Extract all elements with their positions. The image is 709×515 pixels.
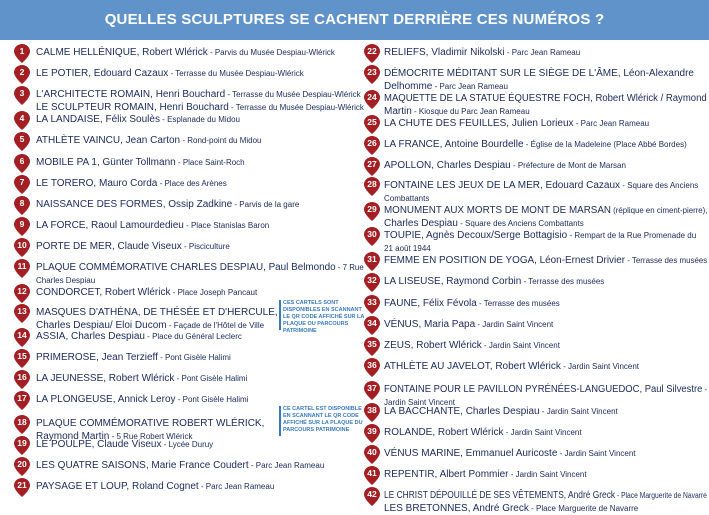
marker-number: 38 <box>367 405 377 415</box>
marker-number: 28 <box>367 179 377 189</box>
map-marker-icon <box>364 44 380 63</box>
marker-number: 27 <box>367 159 377 169</box>
item-line <box>36 349 364 362</box>
location-text: Combattants <box>384 194 430 203</box>
marker-number: 24 <box>367 92 377 102</box>
title-text: PORTE DE MER, Claude Viseux <box>36 241 182 252</box>
map-marker-icon <box>14 436 30 455</box>
map-marker-icon <box>364 316 380 335</box>
item-line <box>384 487 707 501</box>
location-text: Charles Despiau <box>36 276 96 285</box>
item-line <box>384 136 707 149</box>
location-text: - Parc Jean Rameau <box>248 461 325 470</box>
location-text: - Parc Jean Rameau <box>573 119 650 128</box>
marker-number: 4 <box>19 113 25 123</box>
title-text: VÉNUS MARINE, Emmanuel Auricoste <box>384 448 558 459</box>
location-text: - Parc Jean Rameau <box>198 482 275 491</box>
title-text: CALME HELLÉNIQUE, Robert Wlérick <box>36 47 208 58</box>
item-text <box>384 90 707 116</box>
location-text: - Rond-point du Midou <box>180 136 262 145</box>
location-text: - Jardin Saint Vincent <box>560 362 640 371</box>
map-marker-icon <box>364 273 380 292</box>
item-line <box>384 424 707 437</box>
marker-number: 42 <box>367 489 377 499</box>
item-line <box>36 478 364 491</box>
note-divider <box>279 406 281 436</box>
marker-number: 25 <box>367 117 377 127</box>
title-text: L'ARCHITECTE ROMAIN, Henri Bouchard <box>36 89 226 100</box>
title-text: LE CHRIST DÉPOUILLÉ DE SES VÊTEMENTS, André Greck <box>384 490 616 501</box>
location-text: - Terrasse des musées <box>521 277 605 286</box>
location-text: - Place des Arènes <box>157 179 227 188</box>
title-text: ROLANDE, Robert Wlérick <box>384 427 504 438</box>
map-marker-icon <box>364 358 380 377</box>
location-text: - Lycée Duruy <box>161 440 214 449</box>
title-banner <box>0 0 709 40</box>
title-text: LA FORCE, Raoul Lamourdedieu <box>36 220 184 231</box>
location-text: - Place Marguerite de Navarre <box>528 504 639 513</box>
title-text: MASQUES D'ATHÉNA, DE THÉSÉE ET D'HERCULE, <box>36 307 278 318</box>
marker-number: 17 <box>17 393 27 403</box>
title-text: CONDORCET, Robert Wlérick <box>36 287 171 298</box>
item-line <box>36 391 364 404</box>
item-text <box>384 487 707 513</box>
title-text: ATHLÈTE VAINCU, Jean Carton <box>36 135 181 146</box>
location-text: - Terrasse du Musée Despiau-Wlérick <box>228 103 364 112</box>
map-marker-icon <box>14 132 30 151</box>
map-marker-icon <box>14 259 30 278</box>
marker-number: 7 <box>19 177 25 187</box>
item-line <box>36 111 364 124</box>
title-text: Charles Despiau <box>384 218 458 229</box>
map-marker-icon <box>364 227 380 246</box>
item-line <box>36 132 364 145</box>
map-marker-icon <box>364 115 380 134</box>
location-text: - Terrasse des musées <box>476 299 560 308</box>
item-text <box>384 157 707 170</box>
marker-number: 26 <box>367 138 377 148</box>
location-text: - 7 Rue <box>335 263 364 272</box>
title-text: Charles Despiau/ Eloi Ducom <box>36 320 167 331</box>
title-text: ZEUS, Robert Wlérick <box>384 340 482 351</box>
location-text: - Parvis du Musée Despiau-Wlérick <box>207 48 335 57</box>
title-text: LA PLONGEUSE, Annick Leroy <box>36 394 176 405</box>
item-text <box>36 217 364 230</box>
marker-number: 19 <box>17 438 27 448</box>
item-text <box>36 175 364 188</box>
title-text: Delhomme <box>384 81 433 92</box>
map-marker-icon <box>364 487 380 506</box>
title-text: APOLLON, Charles Despiau <box>384 160 511 171</box>
item-text <box>36 132 364 145</box>
item-line <box>36 238 364 251</box>
map-marker-icon <box>364 177 380 196</box>
item-line <box>384 177 707 190</box>
marker-number: 18 <box>17 417 27 427</box>
map-marker-icon <box>364 403 380 422</box>
location-text: - Jardin Saint Vincent <box>481 341 560 350</box>
title-text: DÉMOCRITE MÉDITANT SUR LE SIÈGE DE L'ÂME, Léon-Alexandre <box>384 68 694 79</box>
location-text: - Préfecture de Mont de Marsan <box>510 161 626 170</box>
marker-number: 37 <box>367 383 377 393</box>
location-text: - Pont Gisèle Halimi <box>157 353 231 362</box>
item-line <box>384 358 707 371</box>
title-text: VÉNUS, Maria Papa <box>384 319 476 330</box>
item-text <box>36 370 364 383</box>
item-line <box>36 65 364 78</box>
item-line <box>384 316 707 329</box>
marker-number: 5 <box>19 134 25 144</box>
map-marker-icon <box>14 111 30 130</box>
item-line <box>36 259 364 273</box>
marker-number: 33 <box>367 297 377 307</box>
title-text: LES BRETONNES, André Greck <box>384 503 529 514</box>
item-text <box>384 136 707 149</box>
item-line <box>384 252 708 266</box>
item-line <box>36 175 364 188</box>
marker-number: 29 <box>367 204 377 214</box>
title-text: LA FRANCE, Antoine Bourdelle <box>384 139 524 150</box>
map-marker-icon <box>14 328 30 347</box>
title-text: FONTAINE POUR LE PAVILLON PYRÉNÉES-LANGUEDOC, Paul Silvestre <box>384 384 703 395</box>
marker-number: 1 <box>19 46 25 56</box>
map-marker-icon <box>14 349 30 368</box>
marker-number: 6 <box>19 156 25 166</box>
title-text: FONTAINE LES JEUX DE LA MER, Edouard Cazaux <box>384 180 621 191</box>
item-line <box>384 403 707 416</box>
location-text: - Place du Général Leclerc <box>144 332 242 341</box>
title-text: MONUMENT AUX MORTS DE MONT DE MARSAN <box>384 205 611 216</box>
location-text: - <box>702 385 708 394</box>
title-text: REPENTIR, Albert Pommier <box>384 469 509 480</box>
marker-number: 32 <box>367 275 377 285</box>
item-text <box>36 349 364 362</box>
item-text <box>384 252 707 265</box>
map-marker-icon <box>364 381 380 400</box>
title-text: LE SCULPTEUR ROMAIN, Henri Bouchard <box>36 102 229 113</box>
item-line <box>384 381 708 395</box>
item-text <box>36 259 364 285</box>
location-text: - Place Saint-Roch <box>175 158 245 167</box>
marker-number: 40 <box>367 447 377 457</box>
item-line <box>384 273 707 286</box>
title-text: NAISSANCE DES FORMES, Ossip Zadkine <box>36 199 233 210</box>
title-text: LES QUATRE SAISONS, Marie France Coudert <box>36 460 249 471</box>
map-marker-icon <box>364 90 380 109</box>
item-text <box>384 403 707 416</box>
title-text: MAQUETTE DE LA STATUE ÉQUESTRE FOCH, Robert Wlérick / Raymond <box>384 93 707 104</box>
item-line <box>36 217 364 230</box>
item-text <box>384 177 707 203</box>
item-line <box>36 284 364 297</box>
map-marker-icon <box>14 196 30 215</box>
marker-number: 14 <box>17 330 27 340</box>
qr-note-1: CES CARTELS SONT DISPONIBLES EN SCANNANT LE QR CODE AFFICHÉ SUR LA PLAQUE OU PARCOURS PATRIMOINE <box>283 300 365 334</box>
map-marker-icon <box>364 445 380 464</box>
title-text: LE POTIER, Edouard Cazaux <box>36 68 169 79</box>
location-text: (réplique en ciment-pierre), <box>610 206 708 215</box>
title-text: LA JEUNESSE, Robert Wlérick <box>36 373 175 384</box>
location-text: - Jardin Saint Vincent <box>539 407 618 416</box>
item-line <box>384 202 708 216</box>
item-line <box>36 370 364 383</box>
item-line <box>36 44 364 57</box>
title-text: LA LANDAISE, Félix Soulès <box>36 114 160 125</box>
title-text: PLAQUE COMMÉMORATIVE ROBERT WLÉRICK, <box>36 418 265 429</box>
marker-number: 15 <box>17 351 27 361</box>
location-text: - Terrasse du Musée Despiau-Wlérick <box>168 69 304 78</box>
qr-note-2: CE CARTEL EST DISPONIBLE EN SCANNANT LE QR CODE AFFICHÉ SUR LA PLAQUE DU PARCOURS PATRIMOINE <box>283 406 363 433</box>
map-marker-icon <box>14 238 30 257</box>
map-marker-icon <box>364 252 380 271</box>
title-text: FAUNE, Félix Févola <box>384 298 477 309</box>
title-text: PLAQUE COMMÉMORATIVE CHARLES DESPIAU, Paul Belmondo <box>36 262 336 273</box>
item-text <box>36 391 364 404</box>
marker-number: 9 <box>19 219 25 229</box>
item-line <box>384 115 707 128</box>
marker-number: 41 <box>367 468 377 478</box>
location-text: - Parvis de la gare <box>232 200 300 209</box>
item-line <box>384 295 707 308</box>
location-text: - Square des Anciens <box>620 181 699 190</box>
item-text <box>36 478 364 491</box>
item-text <box>384 316 707 329</box>
location-text: 21 août 1944 <box>384 244 431 253</box>
location-text: - Église de la Madeleine (Place Abbé Bordes) <box>523 140 687 149</box>
item-text <box>36 86 364 112</box>
marker-number: 36 <box>367 360 377 370</box>
title-text: LE TORERO, Mauro Corda <box>36 178 158 189</box>
item-line <box>384 90 707 104</box>
title-text: LA LISEUSE, Raymond Corbin <box>384 276 522 287</box>
map-marker-icon <box>14 370 30 389</box>
item-text <box>36 284 364 297</box>
title-text: TOUPIE, Agnès Decoux/Serge Bottagisio <box>384 230 568 241</box>
title-text: MOBILE PA 1, Günter Tollmann <box>36 157 176 168</box>
item-text <box>384 65 707 91</box>
location-text: - Terrasse du Musée Despiau-Wlérick <box>225 90 361 99</box>
note-divider <box>279 300 281 330</box>
title-text: FEMME EN POSITION DE YOGA, Léon-Ernest Drivier <box>384 255 626 266</box>
map-marker-icon <box>364 466 380 485</box>
location-text: - Pont Gisèle Halimi <box>174 374 248 383</box>
title-text: PRIMEROSE, Jean Terzieff <box>36 352 158 363</box>
item-text <box>36 154 364 167</box>
marker-number: 2 <box>19 67 25 77</box>
item-text <box>36 196 364 209</box>
title-text: LE POULPE, Claude Viseux <box>36 439 162 450</box>
location-text: - Jardin Saint Vincent <box>475 320 554 329</box>
marker-number: 11 <box>17 261 27 271</box>
map-marker-icon <box>14 415 30 434</box>
item-text <box>36 44 364 57</box>
page-title: QUELLES SCULPTURES SE CACHENT DERRIÈRE CES NUMÉROS ? <box>104 11 605 28</box>
map-marker-icon <box>14 154 30 173</box>
item-text <box>384 445 707 458</box>
marker-number: 39 <box>367 426 377 436</box>
title-text: Martin <box>384 106 412 117</box>
title-text: ASSIA, Charles Despiau <box>36 331 145 342</box>
location-text: - Jardin Saint Vincent <box>503 428 582 437</box>
title-text: LA BACCHANTE, Charles Despiau <box>384 406 540 417</box>
marker-number: 20 <box>17 459 27 469</box>
item-line <box>384 445 707 458</box>
location-text: - Terrasse des musées <box>625 256 708 265</box>
location-text: - Kiosque du Parc Jean Rameau <box>411 107 530 116</box>
item-line <box>384 65 707 78</box>
location-text: - Place Joseph Pancaut <box>170 288 258 297</box>
marker-number: 31 <box>367 254 377 264</box>
location-text: - Pisciculture <box>181 242 230 251</box>
location-text: - Place Marguerite de Navarre <box>615 491 707 500</box>
item-text <box>36 65 364 78</box>
map-marker-icon <box>14 44 30 63</box>
title-text: RELIEFS, Vladimir Nikolski <box>384 47 505 58</box>
map-marker-icon <box>14 457 30 476</box>
map-marker-icon <box>14 217 30 236</box>
location-text: - Place Stanislas Baron <box>183 221 270 230</box>
title-text: Raymond Martin <box>36 431 110 442</box>
item-line <box>36 436 364 449</box>
item-line <box>384 500 707 513</box>
item-text <box>384 227 707 253</box>
marker-number: 16 <box>17 372 27 382</box>
marker-number: 12 <box>17 286 27 296</box>
item-line <box>36 154 364 167</box>
marker-number: 13 <box>17 306 27 316</box>
item-text <box>384 337 707 350</box>
map-marker-icon <box>364 136 380 155</box>
item-text <box>36 436 364 449</box>
item-line <box>384 337 707 350</box>
map-marker-icon <box>14 86 30 105</box>
title-text: LA CHUTE DES FEUILLES, Julien Lorieux <box>384 118 574 129</box>
location-text: - 5 Rue Robert Wlérick <box>109 432 193 441</box>
map-marker-icon <box>14 284 30 303</box>
marker-number: 30 <box>367 229 377 239</box>
map-marker-icon <box>14 391 30 410</box>
location-text: - Square des Anciens Combattants <box>457 219 584 228</box>
location-text: - Parc Jean Rameau <box>504 48 581 57</box>
map-marker-icon <box>364 337 380 356</box>
marker-number: 34 <box>367 318 377 328</box>
item-line <box>384 466 707 479</box>
item-text <box>384 424 707 437</box>
item-line <box>384 157 707 170</box>
title-text: PAYSAGE ET LOUP, Roland Cognet <box>36 481 199 492</box>
marker-number: 8 <box>19 198 25 208</box>
item-line <box>36 196 364 209</box>
item-text <box>36 111 364 124</box>
item-line <box>36 457 364 470</box>
location-text: - Pont Gisèle Halimi <box>175 395 249 404</box>
map-marker-icon <box>364 65 380 84</box>
map-marker-icon <box>364 295 380 314</box>
marker-number: 10 <box>17 240 27 250</box>
title-text: ATHLÈTE AU JAVELOT, Robert Wlérick <box>384 361 561 372</box>
marker-number: 21 <box>17 480 27 490</box>
map-marker-icon <box>14 304 30 323</box>
marker-number: 3 <box>19 88 25 98</box>
location-text: - Esplanade du Midou <box>159 115 241 124</box>
location-text: - Rempart de la Rue Promenade du <box>567 231 697 240</box>
item-text <box>384 44 707 57</box>
map-marker-icon <box>14 478 30 497</box>
item-text <box>384 273 707 286</box>
item-text <box>384 358 707 371</box>
location-text: - Jardin Saint Vincent <box>508 470 587 479</box>
map-marker-icon <box>14 65 30 84</box>
location-text: - Parc Jean Rameau <box>432 82 508 91</box>
map-marker-icon <box>364 424 380 443</box>
item-text <box>36 238 364 251</box>
item-line <box>384 44 707 57</box>
location-text: Jardin Saint Vincent <box>384 398 456 407</box>
item-text <box>384 295 707 308</box>
item-text <box>36 457 364 470</box>
marker-number: 22 <box>367 46 377 56</box>
item-text <box>384 202 707 228</box>
map-marker-icon <box>364 157 380 176</box>
item-line <box>384 227 707 240</box>
location-text: - Façade de l'Hôtel de Ville <box>166 321 265 330</box>
item-text <box>384 115 707 128</box>
map-marker-icon <box>14 175 30 194</box>
item-line <box>36 86 364 99</box>
marker-number: 23 <box>367 67 377 77</box>
location-text: - Jardin Saint Vincent <box>557 449 636 458</box>
map-marker-icon <box>364 202 380 221</box>
marker-number: 35 <box>367 339 377 349</box>
item-text <box>384 466 707 479</box>
